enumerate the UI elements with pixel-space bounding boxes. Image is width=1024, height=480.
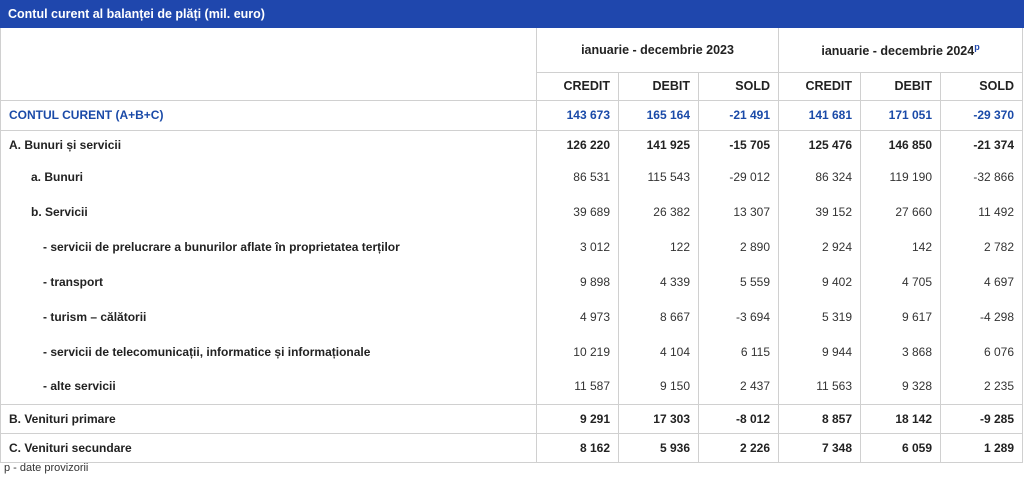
cell-value: 171 051: [861, 100, 941, 130]
cell-value: 13 307: [699, 194, 779, 229]
cell-value: 2 924: [779, 229, 861, 264]
row-label: - servicii de prelucrare a bunurilor aflate în proprietatea terților: [1, 229, 537, 264]
cell-value: 11 563: [779, 369, 861, 404]
header-corner-lower: [1, 72, 537, 100]
table-row-transport: [1, 264, 1023, 299]
col-header-sold-2023: SOLD: [699, 72, 779, 100]
cell-value: 9 291: [537, 404, 619, 433]
row-label: B. Venituri primare: [1, 404, 537, 433]
cell-value: 5 319: [779, 299, 861, 334]
cell-value: 3 012: [537, 229, 619, 264]
cell-value: -29 370: [941, 100, 1023, 130]
footnote: p - date provizorii: [4, 462, 89, 474]
cell-value: 3 868: [861, 334, 941, 369]
cell-value: 141 925: [619, 130, 699, 159]
table-row-other-services: [1, 369, 1023, 404]
col-header-credit-2024: CREDIT: [779, 72, 861, 100]
cell-value: 11 587: [537, 369, 619, 404]
cell-value: 9 402: [779, 264, 861, 299]
row-label: b. Servicii: [1, 194, 537, 229]
row-label: - alte servicii: [1, 369, 537, 404]
row-label: A. Bunuri și servicii: [1, 130, 537, 159]
cell-value: -8 012: [699, 404, 779, 433]
cell-value: 146 850: [861, 130, 941, 159]
cell-value: 142: [861, 229, 941, 264]
cell-value: 8 162: [537, 433, 619, 462]
cell-value: 141 681: [779, 100, 861, 130]
cell-value: 8 857: [779, 404, 861, 433]
cell-value: -9 285: [941, 404, 1023, 433]
cell-value: 18 142: [861, 404, 941, 433]
header-corner: [1, 28, 537, 72]
row-label: a. Bunuri: [1, 159, 537, 194]
cell-value: 4 104: [619, 334, 699, 369]
period-2023-header: ianuarie - decembrie 2023: [537, 28, 779, 72]
cell-value: 143 673: [537, 100, 619, 130]
cell-value: 9 328: [861, 369, 941, 404]
balance-of-payments-table: [0, 28, 1023, 463]
cell-value: 115 543: [619, 159, 699, 194]
cell-value: 8 667: [619, 299, 699, 334]
column-header-row: [1, 72, 1023, 100]
table-row-goods: [1, 159, 1023, 194]
cell-value: -15 705: [699, 130, 779, 159]
cell-value: 9 150: [619, 369, 699, 404]
cell-value: 122: [619, 229, 699, 264]
cell-value: 6 115: [699, 334, 779, 369]
cell-value: 9 944: [779, 334, 861, 369]
row-label: - transport: [1, 264, 537, 299]
cell-value: 39 152: [779, 194, 861, 229]
cell-value: 2 782: [941, 229, 1023, 264]
col-header-debit-2023: DEBIT: [619, 72, 699, 100]
table-row-telecom: [1, 334, 1023, 369]
cell-value: 86 531: [537, 159, 619, 194]
cell-value: -29 012: [699, 159, 779, 194]
cell-value: 10 219: [537, 334, 619, 369]
cell-value: 27 660: [861, 194, 941, 229]
table-row-current-account: [1, 100, 1023, 130]
col-header-debit-2024: DEBIT: [861, 72, 941, 100]
cell-value: 39 689: [537, 194, 619, 229]
period-header-row: [1, 28, 1023, 72]
cell-value: 126 220: [537, 130, 619, 159]
table-row-primary-income: [1, 404, 1023, 433]
cell-value: 86 324: [779, 159, 861, 194]
cell-value: 11 492: [941, 194, 1023, 229]
cell-value: 1 289: [941, 433, 1023, 462]
cell-value: 2 890: [699, 229, 779, 264]
cell-value: 4 697: [941, 264, 1023, 299]
row-label: C. Venituri secundare: [1, 433, 537, 462]
cell-value: 17 303: [619, 404, 699, 433]
cell-value: 2 235: [941, 369, 1023, 404]
table-row-secondary-income: [1, 433, 1023, 462]
cell-value: 5 559: [699, 264, 779, 299]
cell-value: 6 076: [941, 334, 1023, 369]
cell-value: 2 437: [699, 369, 779, 404]
row-label: - turism – călătorii: [1, 299, 537, 334]
table-row-tourism: [1, 299, 1023, 334]
cell-value: -21 491: [699, 100, 779, 130]
table-row-processing-services: [1, 229, 1023, 264]
cell-value: 9 898: [537, 264, 619, 299]
cell-value: 119 190: [861, 159, 941, 194]
provisional-marker: p: [974, 41, 980, 52]
row-label: CONTUL CURENT (A+B+C): [1, 100, 537, 130]
row-label: - servicii de telecomunicații, informatice și informaționale: [1, 334, 537, 369]
cell-value: 4 339: [619, 264, 699, 299]
cell-value: 4 705: [861, 264, 941, 299]
cell-value: 125 476: [779, 130, 861, 159]
cell-value: 165 164: [619, 100, 699, 130]
table-row-services: [1, 194, 1023, 229]
cell-value: 2 226: [699, 433, 779, 462]
table-row-goods-services: [1, 130, 1023, 159]
cell-value: -21 374: [941, 130, 1023, 159]
col-header-sold-2024: SOLD: [941, 72, 1023, 100]
cell-value: 7 348: [779, 433, 861, 462]
cell-value: 4 973: [537, 299, 619, 334]
table-title: Contul curent al balanței de plăți (mil. euro): [0, 0, 1024, 28]
cell-value: 9 617: [861, 299, 941, 334]
cell-value: -4 298: [941, 299, 1023, 334]
cell-value: 6 059: [861, 433, 941, 462]
cell-value: 26 382: [619, 194, 699, 229]
cell-value: -3 694: [699, 299, 779, 334]
period-2024-header: ianuarie - decembrie 2024$^p$: [779, 28, 1023, 72]
cell-value: 5 936: [619, 433, 699, 462]
cell-value: -32 866: [941, 159, 1023, 194]
col-header-credit-2023: CREDIT: [537, 72, 619, 100]
